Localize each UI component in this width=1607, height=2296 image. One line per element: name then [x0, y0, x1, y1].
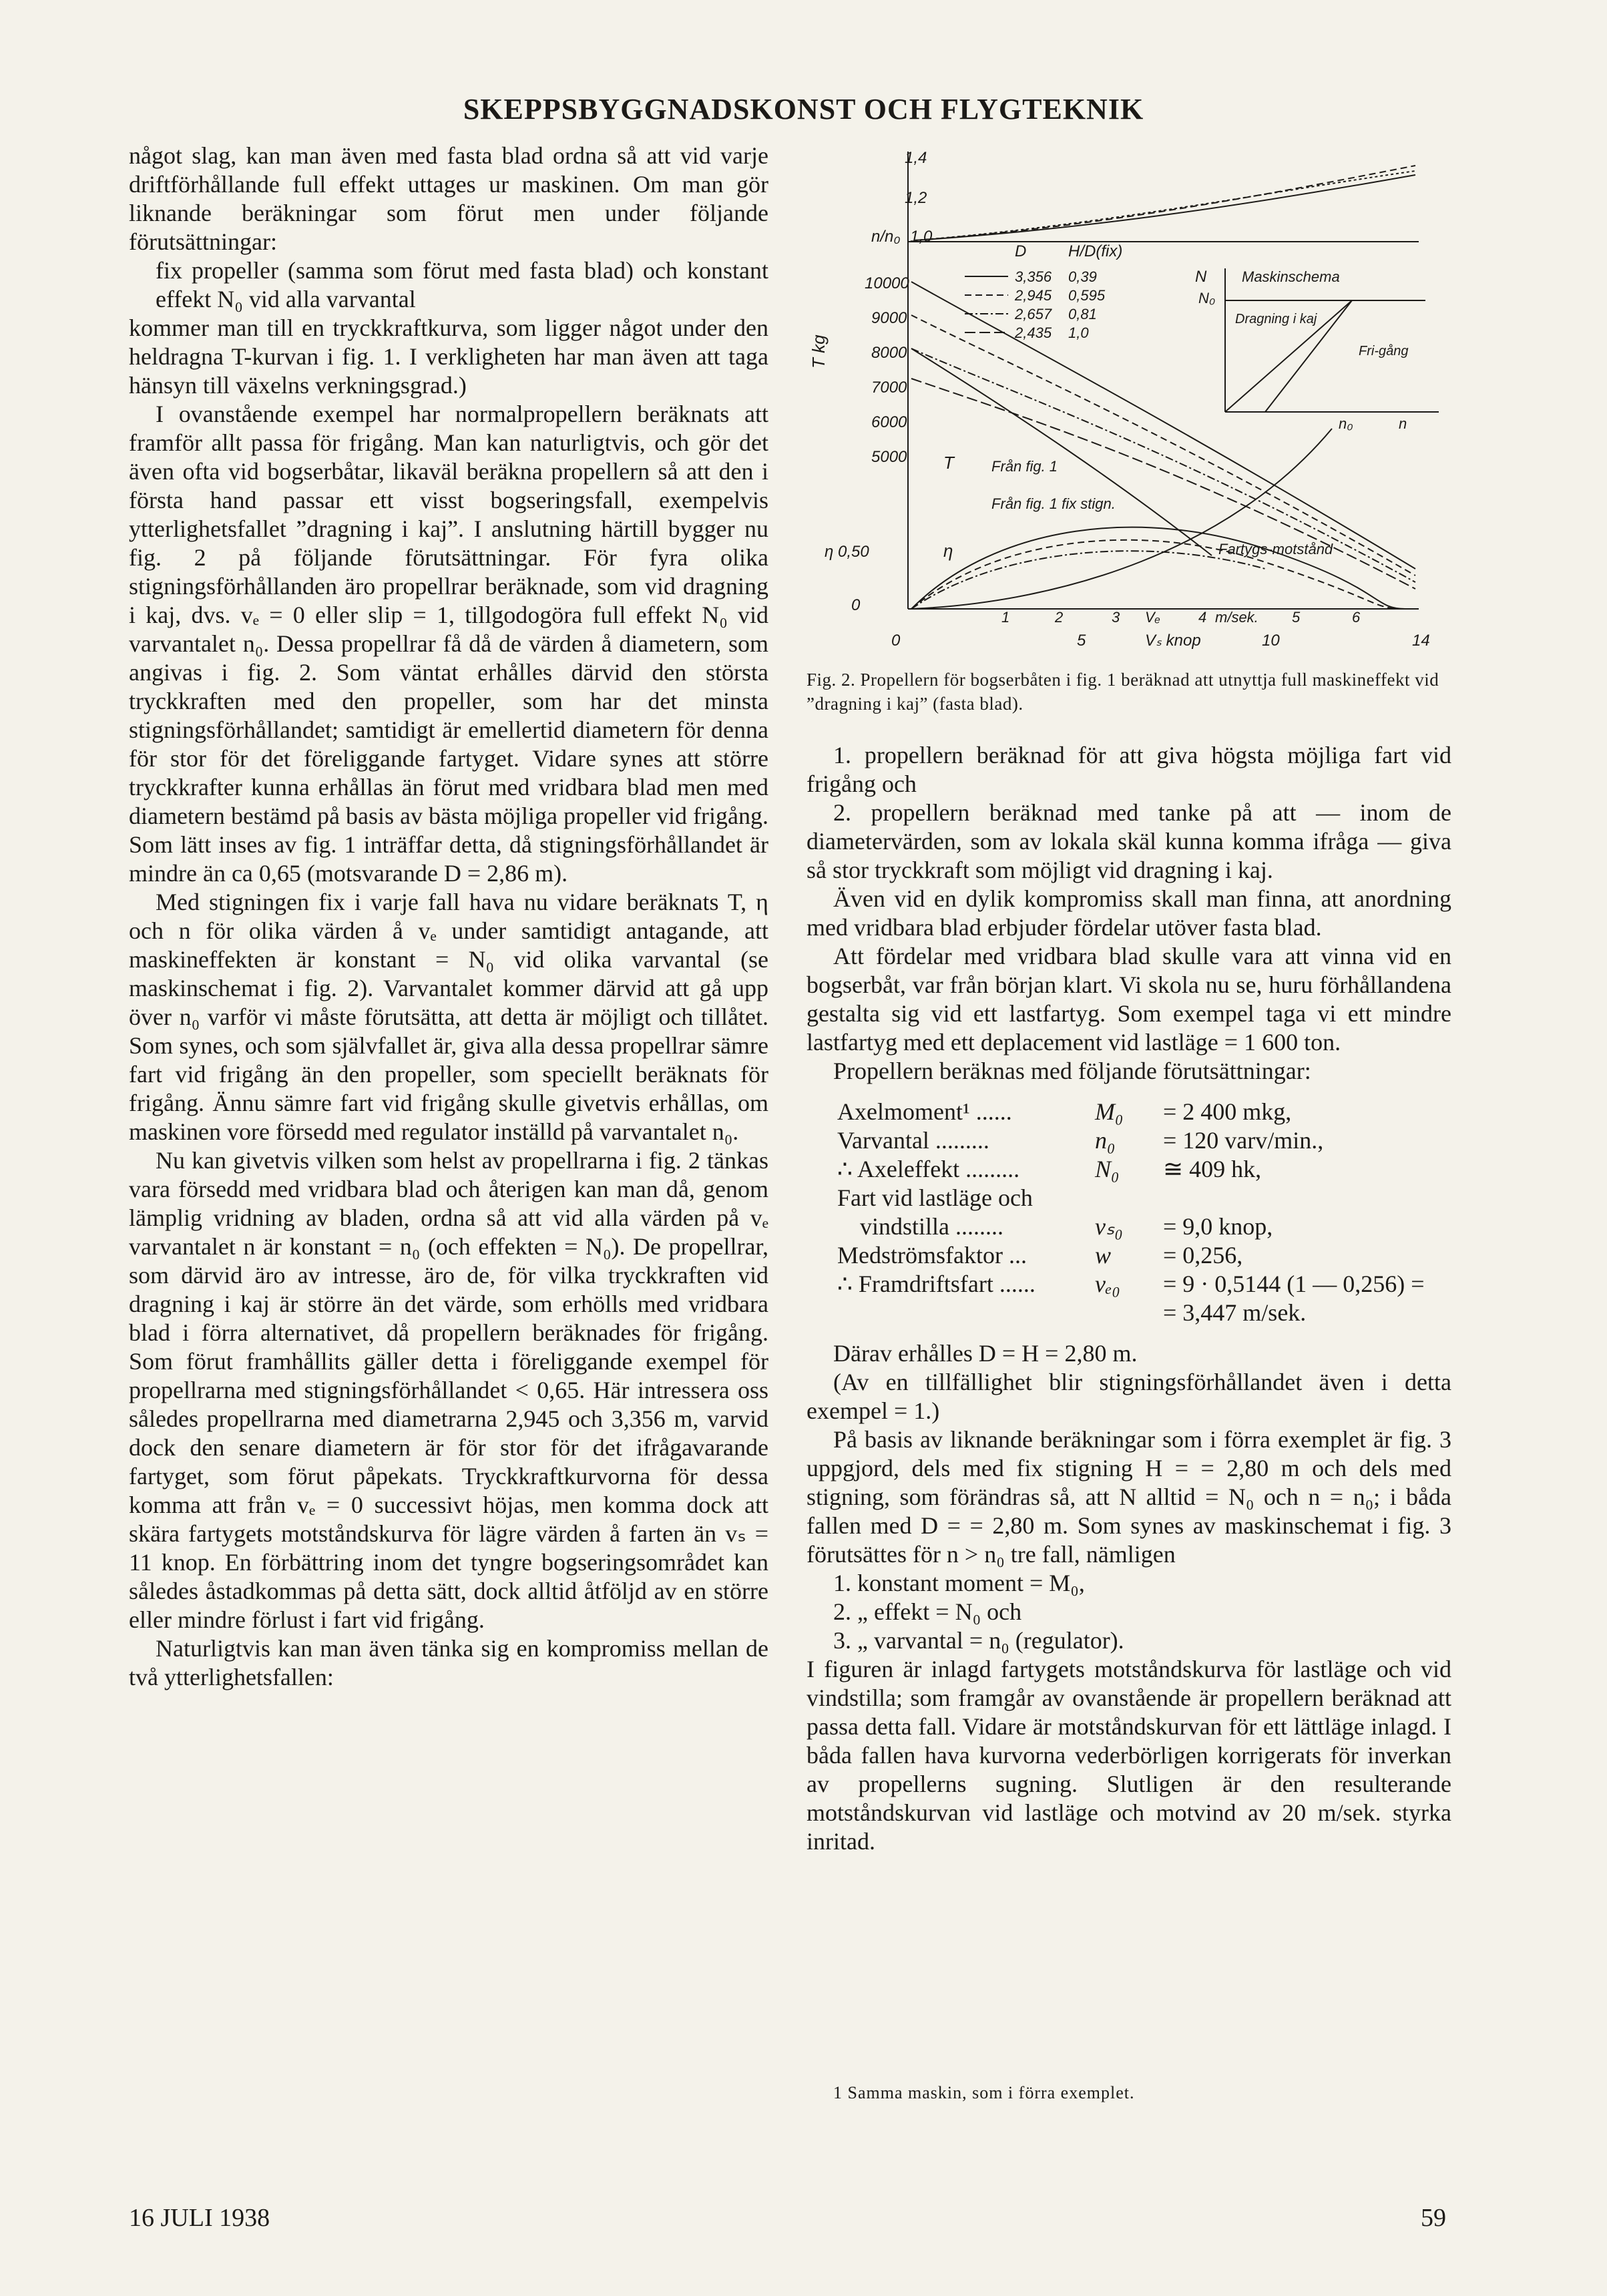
equation-row — [833, 1212, 1447, 1241]
x-tick: Vₛ knop — [1145, 632, 1201, 650]
legend-value: 0,39 — [1068, 268, 1097, 285]
figure-caption: Fig. 2. Propellern för bogserbåten i fig. 1 beräknad att utnyttja full maskineffekt vid ”dragning i kaj” (fasta blad). — [807, 670, 1439, 714]
schema-label: N₀ — [1198, 290, 1216, 306]
list-item: 2. „ effekt = N₀ och — [833, 1598, 1022, 1625]
y-tick: 5000 — [871, 448, 907, 466]
schema-title: Maskinschema — [1242, 268, 1340, 285]
paragraph: Propellern beräknas med följande förutsättningar: — [833, 1058, 1311, 1084]
equation-table — [833, 1098, 1447, 1327]
equation-label — [833, 1299, 1091, 1327]
figure-2 — [798, 148, 1459, 696]
paragraph: kommer man till en tryckkraftkurva, som ligger något under den heldragna T-kurvan i fig. 1. I verkligheten har man även att taga hänsyn till växelns verkningsgrad.) — [129, 314, 768, 399]
y-tick: 1,4 — [905, 149, 927, 167]
equation-value: = 9 · 0,5144 (1 — 0,256) = — [1163, 1271, 1425, 1297]
x-tick: 4 — [1198, 609, 1207, 626]
page-header: SKEPPSBYGGNADSKONST OCH FLYGTEKNIK — [463, 93, 1144, 126]
efficiency-curve — [911, 527, 1405, 609]
list-item: 3. „ varvantal = n₀ (regulator). — [833, 1627, 1124, 1654]
y-tick: 1,2 — [905, 189, 927, 207]
equation-value — [1159, 1184, 1447, 1212]
equation-row — [833, 1098, 1447, 1126]
paragraph: På basis av liknande beräkningar som i förra exemplet är fig. 3 uppgjord, dels med fix stigning H = = 2,80 m och dels med stigning, som förändras så, att N alltid = N₀ och n = n₀; i båda fallen med D = = 2,80 m. Som synes av maskinschemat i fig. 3 förutsättes för n > n₀ tre fall, nämligen — [807, 1426, 1451, 1568]
legend-value: 0,81 — [1068, 306, 1097, 322]
equation-row — [833, 1126, 1447, 1155]
equation-row — [833, 1155, 1447, 1184]
legend-value: 3,356 — [1015, 268, 1052, 285]
equation-value: = 120 varv/min., — [1163, 1127, 1324, 1154]
equation-label: Fart vid lastläge och — [837, 1184, 1033, 1211]
equation-symbol: M₀ — [1095, 1098, 1124, 1125]
equation-row — [833, 1184, 1447, 1212]
footer-date: 16 JULI 1938 — [129, 2204, 270, 2232]
list-item: 1. propellern beräknad för att giva högsta möjliga fart vid frigång och — [807, 742, 1451, 797]
paragraph: I figuren är inlagd fartygets motståndskurva för lastläge och vid vindstilla; som framgår av ovanstående är propellern beräknad att passa detta fall. Vidare är motståndskurvan för ett lättläge inlagd. I båda fallen hava kurvorna vederbörligen korrigerats för inverkan av propellerns sugning. Slutligen är den resulterande motståndskurvan vid lastläge och motvind av 20 m/sek. styrka inritad. — [807, 1656, 1451, 1855]
paragraph: Därav erhålles D = H = 2,80 m. — [833, 1340, 1138, 1367]
paragraph: Med stigningen fix i varje fall hava nu vidare beräknats T, η och n för olika värden å vₑ under samtidigt antagande, att maskineffekten är konstant = N₀ vid olika varvantal (se maskinschemat i fig. 2). Varvantalet kommer därvid att gå upp över n₀ varför vi måste förutsätta, att detta är möjligt och tillåtet. Som synes, och som självfallet är, giva alla dessa propellrar sämre fart vid frigång än den propeller, som speciellt beräknats för frigång. Ännu sämre fart vid frigång skulle givetvis erhållas, om maskinen vore försedd med regulator inställd på varvantalet n₀. — [129, 889, 768, 1145]
equation-symbol: vₑ₀ — [1095, 1271, 1120, 1297]
equation-value: = 0,256, — [1163, 1242, 1243, 1269]
schema-label: Fri-gång — [1359, 344, 1409, 359]
thrust-curve — [911, 349, 1415, 582]
equation-label: Medströmsfaktor ... — [837, 1242, 1027, 1269]
paragraph: Även vid en dylik kompromiss skall man finna, att anordning med vridbara blad erbjuder fördelar utöver fasta blad. — [807, 885, 1451, 941]
x-tick: m/sek. — [1215, 609, 1258, 626]
thrust-curve — [911, 315, 1415, 576]
equation-value: ≅ 409 hk, — [1163, 1156, 1262, 1182]
paragraph: (Av en tillfällighet blir stigningsförhållandet även i detta exempel = 1.) — [807, 1369, 1451, 1424]
equation-symbol: w — [1095, 1242, 1112, 1269]
curve-label: Från fig. 1 — [991, 458, 1058, 475]
equation-symbol — [1091, 1299, 1159, 1327]
curve-label: Fartygs-motstånd — [1218, 541, 1333, 557]
n-ratio-curve — [915, 175, 1415, 240]
equation-row — [833, 1299, 1447, 1327]
x-tick: 5 — [1292, 609, 1301, 626]
thrust-curve-fig1 — [911, 349, 1212, 555]
equation-value: = 2 400 mkg, — [1163, 1098, 1292, 1125]
legend-value: 0,595 — [1068, 287, 1106, 304]
equation-value: = 9,0 knop, — [1163, 1213, 1273, 1240]
n-ratio-curve — [915, 171, 1415, 240]
axis-label: n/n₀ — [871, 228, 901, 246]
equation-symbol: vₛ₀ — [1095, 1213, 1123, 1240]
axis-label: T kg — [809, 334, 829, 369]
legend-value: 1,0 — [1068, 324, 1089, 341]
equation-symbol: n₀ — [1095, 1127, 1116, 1154]
x-tick: Vₑ — [1145, 609, 1161, 626]
curve-label: T — [943, 453, 954, 473]
legend-value: 2,945 — [1015, 287, 1052, 304]
schema-label: n — [1399, 415, 1407, 432]
paragraph: Naturligtvis kan man även tänka sig en kompromiss mellan de två ytterlighetsfallen: — [129, 1635, 768, 1690]
paragraph: något slag, kan man även med fasta blad ordna så att vid varje driftförhållande full effekt uttages ur maskinen. Om man gör liknande beräkningar som förut men under följande förutsättningar: — [129, 142, 768, 255]
footnote: 1 Samma maskin, som i förra exemplet. — [833, 2083, 1135, 2102]
resistance-curve — [911, 429, 1332, 609]
x-tick: 3 — [1112, 609, 1120, 626]
page-number: 59 — [1421, 2204, 1446, 2232]
x-tick: 14 — [1412, 632, 1430, 650]
paragraph: I ovanstående exempel har normalpropellern beräknats att framför allt passa för frigång. Man kan naturligtvis, och gör det även ofta vid bogserbåtar, likaväl beräkna propellern så att den i första hand passar ett visst bogseringsfall, exempelvis ytterlighetsfallet ”dragning i kaj”. I anslutning härtill bygger nu fig. 2 på följande förutsättningar. För fyra olika stigningsförhållanden äro propellrar beräknade, som vid dragning i kaj, dvs. vₑ = 0 eller slip = 1, tillgodogöra full effekt N₀ vid varvantalet n₀. Dessa propellrar få då de värden å diametern, som angivas i fig. 2. Som väntat erhålles därvid den största tryckkraften med den propeller, som har det minsta stigningsförhållandet; samtidigt är emellertid diametern för denna för stor för det föreliggande fartyget. Vidare synes att större tryckkrafter kunna erhållas än förut med vridbara blad men med diametern bestämd på basis av bästa möjliga propeller vid frigång. Som lätt inses av fig. 1 inträffar detta, då stigningsförhållandet är mindre än ca 0,65 (motsvarande D = 2,86 m). — [129, 401, 768, 887]
equation-row — [833, 1270, 1447, 1299]
x-tick: 0 — [891, 632, 901, 650]
y-tick: 9000 — [871, 309, 907, 327]
equation-symbol: N₀ — [1095, 1156, 1120, 1182]
equation-label: Axelmoment¹ ...... — [837, 1098, 1012, 1125]
list-item: 1. konstant moment = M₀, — [833, 1570, 1085, 1596]
equation-label: vindstilla ........ — [860, 1213, 1003, 1240]
schema-label: N — [1195, 268, 1207, 286]
equation-label: Varvantal ......... — [837, 1127, 989, 1154]
x-tick: 2 — [1055, 609, 1064, 626]
x-tick: 10 — [1262, 632, 1280, 650]
figure-2-diagram — [798, 148, 1459, 669]
paragraph: Att fördelar med vridbara blad skulle vara att vinna vid en bogserbåt, var från början klart. Vi skola nu se, huru förhållandena gestalta sig vid ett lastfartyg. Som exempel taga vi ett mindre lastfartyg med ett deplacement vid lastläge = 1 600 ton. — [807, 943, 1451, 1056]
y-tick: 0 — [851, 596, 861, 614]
equation-label: ∴ Axeleffekt ......... — [837, 1156, 1020, 1182]
x-tick: 1 — [1001, 609, 1010, 626]
x-tick: 5 — [1077, 632, 1086, 650]
y-tick: 1,0 — [910, 228, 933, 246]
list-item: 2. propellern beräknad med tanke på att — inom de diametervärden, som av lokala skäl kunna komma ifråga — giva så stor tryckkraft som möjligt vid dragning i kaj. — [807, 799, 1451, 883]
y-tick: 7000 — [871, 379, 907, 397]
y-tick: 10000 — [865, 274, 909, 292]
curve-label: Från fig. 1 fix stign. — [991, 495, 1116, 512]
equation-symbol — [1091, 1184, 1159, 1212]
schema-label: Dragning i kaj — [1235, 312, 1317, 326]
legend-header: H/D(fix) — [1068, 242, 1123, 260]
n-ratio-curve — [915, 166, 1415, 240]
right-column — [807, 741, 1451, 1856]
equation-row — [833, 1241, 1447, 1270]
schema-label: n₀ — [1339, 415, 1353, 432]
y-tick: 6000 — [871, 413, 907, 431]
legend-value: 2,435 — [1015, 324, 1052, 341]
x-tick: 6 — [1352, 609, 1361, 626]
equation-label: ∴ Framdriftsfart ...... — [837, 1271, 1036, 1297]
axis-label: η 0,50 — [825, 543, 869, 561]
legend-header: D — [1015, 242, 1027, 260]
equation-value: = 3,447 m/sek. — [1163, 1299, 1307, 1326]
left-column — [129, 142, 768, 1692]
y-tick: 8000 — [871, 344, 907, 362]
legend-value: 2,657 — [1015, 306, 1052, 322]
paragraph: fix propeller (samma som förut med fasta blad) och konstant effekt N₀ vid alla varvantal — [156, 257, 768, 312]
paragraph: Nu kan givetvis vilken som helst av propellrarna i fig. 2 tänkas vara försedd med vridbara blad och återigen kan man då, genom lämplig vridning av bladen, ordna så att vid alla värden på vₑ varvantalet n är konstant = n₀ (och effekten = N₀). De propellrar, som därvid äro av intresse, äro de, för vilka tryckkraften vid dragning i kaj är större än det värde, som erhölls med vridbara blad i förra alternativet, då propellern beräknades för frigång. Som förut framhållits gäller detta i föreliggande exempel för propellrarna med stigningsförhållandet < 0,65. Här intressera oss således propellrarna med diametrarna 2,945 och 3,356 m, varvid dock den senare diametern är för stor för det ifrågavarande fartyget, som förut påpekats. Tryckkraftkurvorna för dessa komma att från vₑ = 0 successivt höjas, men komma dock att skära fartygets motståndskurva för lägre värden å farten än vₛ = 11 knop. En förbättring inom det tyngre bogseringsområdet kan således åstadkommas på detta sätt, dock alltid åtföljd av en större eller mindre förlust i fart vid frigång. — [129, 1147, 768, 1633]
curve-label: η — [943, 541, 953, 561]
